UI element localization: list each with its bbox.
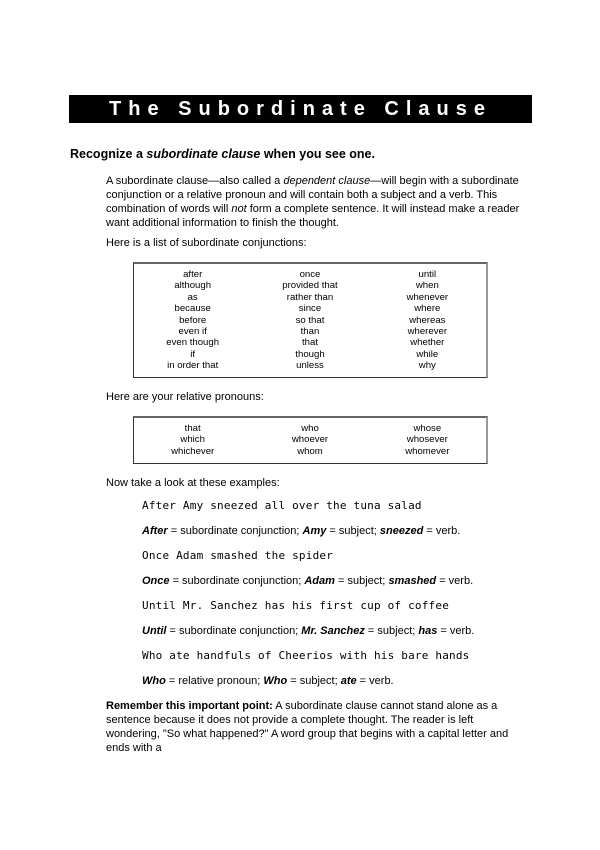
intro-text-2: —will begin with a subordinate conjunction or a relative pronoun and will contain both a subject and a verb. This combination of words will [106,175,519,215]
list-item: so that [295,314,325,326]
list-item: which [180,434,205,446]
keyword: After [142,525,168,537]
list-item: because [174,303,211,315]
list-item: whichever [171,445,215,457]
pronouns-col-1 [134,423,251,463]
example-analysis-3 [142,625,474,637]
list-item: unless [296,360,324,372]
example-sentence-1: After Amy sneezed all over the tuna salad [142,499,422,512]
list-item: whose [413,423,442,434]
list-item: even though [166,337,220,349]
list-item: whomever [405,445,450,457]
list-item: when [415,280,439,292]
list-item: whereas [409,314,446,326]
keyword: ate [340,675,357,687]
example-sentence-2: Once Adam smashed the spider [142,549,334,562]
analysis-text: = subject; [326,525,380,537]
analysis-text: = subordinate conjunction; [167,525,303,537]
list-item: even if [178,326,207,338]
pronouns-intro: Here are your relative pronouns: [106,391,264,403]
keyword: Mr. Sanchez [301,625,365,637]
remember-paragraph [106,699,526,755]
remember-label: Remember this important point: [106,700,273,712]
intro-text-3: form a complete sentence. It will instead make a reader want additional information to finish the thought. [106,203,520,229]
example-sentence-3: Until Mr. Sanchez has his first cup of coffee [142,599,450,612]
conjunctions-table [133,262,488,378]
list-item: if [190,348,196,360]
analysis-text: = verb. [437,625,475,637]
list-item: since [298,303,322,315]
list-item: rather than [286,291,334,303]
example-analysis-2 [142,575,473,587]
heading-suffix: when you see one. [260,147,375,161]
remember-text: A subordinate clause cannot stand alone as a sentence because it does not provide a complete thought. The reader is left wondering, "So what happened?" A word group that begins with a capital letter and ends with a [106,700,509,754]
keyword: Who [142,675,166,687]
list-item: that [301,337,318,349]
conjunctions-col-2 [251,269,368,377]
keyword: sneezed [379,525,424,537]
list-item: that [184,423,201,434]
list-item: in order that [167,360,219,372]
analysis-text: = subordinate conjunction; [169,575,305,587]
analysis-text: = subordinate conjunction; [166,625,302,637]
pronouns-col-3 [369,423,486,463]
analysis-text: = verb. [356,675,394,687]
list-item: wherever [407,326,448,338]
list-item: once [299,269,321,280]
heading-term: subordinate clause [146,147,261,161]
list-item: as [187,291,198,303]
list-item: whether [410,337,445,349]
list-item: until [418,269,437,280]
section-heading [70,147,375,161]
analysis-text: = verb. [423,525,461,537]
keyword: Amy [302,525,327,537]
intro-text-1: A subordinate clause—also called a [106,175,284,187]
list-item: than [300,326,320,338]
list-item: whoever [291,434,329,446]
intro-emphasis: not [231,203,247,215]
example-sentence-4: Who ate handfuls of Cheerios with his bare hands [142,649,470,662]
conjunctions-col-1 [134,269,251,377]
intro-term: dependent clause [283,175,371,187]
examples-intro: Now take a look at these examples: [106,477,280,489]
list-item: while [416,348,439,360]
keyword: has [418,625,438,637]
keyword: Until [142,625,167,637]
keyword: smashed [388,575,437,587]
list-item: although [174,280,212,292]
heading-prefix: Recognize a [70,147,147,161]
conjunctions-intro: Here is a list of subordinate conjunctions: [106,237,307,249]
analysis-text: = subject; [334,575,389,587]
list-item: provided that [282,280,338,292]
example-analysis-4 [142,675,394,687]
intro-paragraph [106,174,526,230]
list-item: whosever [406,434,448,446]
pronouns-col-2 [251,423,368,463]
list-item: after [183,269,203,280]
keyword: Once [142,575,170,587]
pronouns-table [133,416,488,464]
list-item: whenever [406,291,449,303]
list-item: why [418,360,436,372]
conjunctions-col-3 [369,269,486,377]
analysis-text: = subject; [287,675,341,687]
analysis-text: = subject; [364,625,419,637]
keyword: Adam [304,575,335,587]
list-item: before [179,314,207,326]
analysis-text: = relative pronoun; [165,675,264,687]
example-analysis-1 [142,525,460,537]
analysis-text: = verb. [436,575,474,587]
keyword: Who [263,675,288,687]
list-item: though [295,348,325,360]
list-item: whom [297,445,323,457]
list-item: who [301,423,319,434]
list-item: where [414,303,441,315]
page-title: The Subordinate Clause [69,95,532,123]
